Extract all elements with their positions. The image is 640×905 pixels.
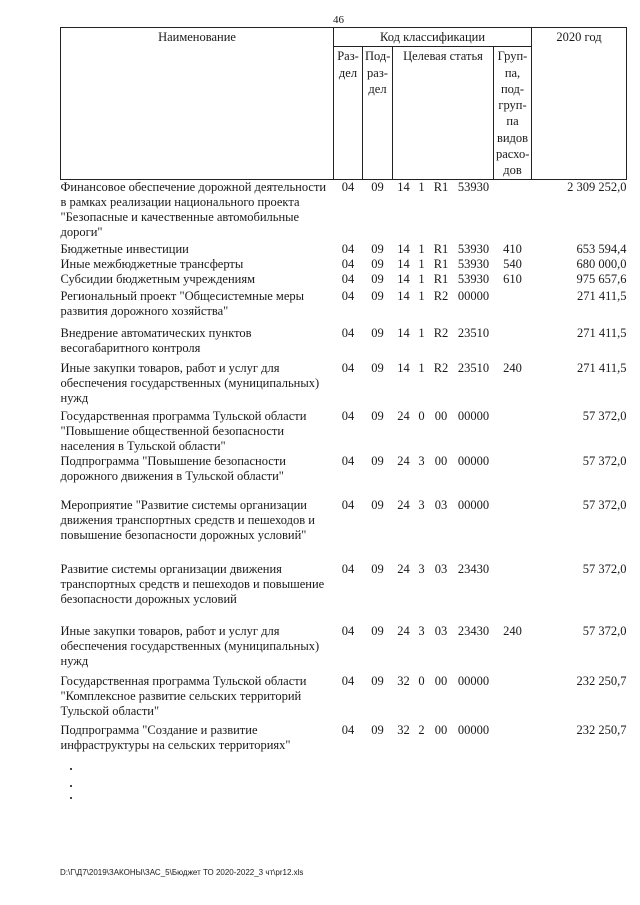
- code-vr: [494, 454, 532, 498]
- header-target-article: Целевая статья: [393, 47, 494, 180]
- code-razdel: 04: [341, 722, 355, 737]
- table-row: [61, 624, 627, 674]
- code-vr: [494, 674, 532, 723]
- code-cs3: 03: [434, 561, 448, 576]
- code-vr: [494, 409, 532, 454]
- row-name: Подпрограмма "Повышение безопасности дорожного движения в Тульской области": [60, 453, 286, 483]
- table-body: [61, 180, 627, 768]
- row-name: Подпрограмма "Создание и развитие инфраструктуры на сельских территориях": [60, 722, 291, 752]
- code-razdel: 04: [341, 288, 355, 303]
- row-name: Государственная программа Тульской области "Комплексное развитие сельских территорий Тульской области": [60, 673, 307, 718]
- code-cs4: 53930: [457, 271, 490, 286]
- code-cs4: 53930: [457, 241, 490, 256]
- code-cs2: 1: [418, 256, 425, 271]
- code-cs3: R2: [433, 360, 449, 375]
- row-name: Финансовое обеспечение дорожной деятельности в рамках реализации национального проекта "Безопасные и качественные автомобильные дороги": [60, 180, 327, 240]
- code-cs2: 1: [418, 360, 425, 375]
- code-cs2: 3: [418, 561, 425, 576]
- code-vr: [494, 326, 532, 361]
- code-cs4: 53930: [457, 180, 490, 195]
- row-name: Иные межбюджетные трансферты: [60, 256, 244, 271]
- code-vr: [494, 723, 532, 768]
- table-row: [61, 723, 627, 768]
- code-podrazdel: 09: [371, 561, 384, 576]
- row-name: Иные закупки товаров, работ и услуг для обеспечения государственных (муниципальных) нужд: [60, 360, 320, 405]
- code-cs4: 00000: [457, 673, 490, 688]
- code-podrazdel: 09: [371, 722, 384, 737]
- code-cs4: 00000: [457, 722, 490, 737]
- margin-mark: [70, 768, 72, 770]
- code-cs3: R2: [433, 288, 449, 303]
- row-name: Мероприятие "Развитие системы организации движения транспортных средств и пешеходов и повышение безопасности дорожных условий": [60, 497, 315, 542]
- header-subsection: Под- раз- дел: [363, 47, 393, 180]
- code-podrazdel: 09: [371, 497, 384, 512]
- code-vr: 240: [503, 623, 522, 638]
- code-cs1: 24: [397, 497, 410, 512]
- code-cs2: 3: [418, 623, 425, 638]
- code-cs4: 00000: [457, 453, 490, 468]
- code-cs1: 32: [397, 722, 410, 737]
- code-cs3: R1: [433, 271, 449, 286]
- code-cs2: 3: [418, 453, 425, 468]
- code-cs4: 00000: [457, 408, 490, 423]
- budget-table: [60, 27, 627, 768]
- row-name: Государственная программа Тульской области "Повышение общественной безопасности населения в Тульской области": [60, 408, 307, 453]
- code-cs3: R1: [433, 256, 449, 271]
- table-row: [61, 326, 627, 361]
- page-number: 46: [333, 14, 344, 26]
- code-vr: 540: [503, 256, 522, 271]
- code-cs1: 14: [397, 180, 410, 195]
- code-razdel: 04: [341, 241, 355, 256]
- code-podrazdel: 09: [371, 325, 384, 340]
- code-cs3: 00: [434, 453, 448, 468]
- code-cs1: 24: [397, 453, 410, 468]
- row-amount: 57 372,0: [582, 623, 627, 638]
- row-amount: 653 594,4: [576, 241, 627, 256]
- code-razdel: 04: [341, 271, 355, 286]
- header-group: Груп- па, под- груп- па видов расхо- дов: [494, 47, 532, 180]
- table-row: [61, 257, 627, 272]
- code-razdel: 04: [341, 623, 355, 638]
- header-name: Наименование: [61, 28, 334, 180]
- code-vr: 610: [503, 271, 522, 286]
- code-cs1: 14: [397, 325, 410, 340]
- code-podrazdel: 09: [371, 256, 384, 271]
- code-cs2: 1: [418, 288, 425, 303]
- code-cs3: 00: [434, 673, 448, 688]
- code-vr: [494, 562, 532, 624]
- code-cs1: 14: [397, 256, 410, 271]
- table-row: [61, 454, 627, 498]
- code-cs1: 24: [397, 408, 410, 423]
- code-cs4: 23430: [457, 561, 490, 576]
- row-amount: 680 000,0: [576, 256, 627, 271]
- code-cs1: 24: [397, 561, 410, 576]
- code-cs4: 00000: [457, 497, 490, 512]
- code-cs4: 23510: [457, 360, 490, 375]
- code-vr: [494, 498, 532, 562]
- table-row: [61, 562, 627, 624]
- margin-mark: [70, 785, 72, 787]
- code-vr: [494, 180, 532, 242]
- row-amount: 57 372,0: [582, 453, 627, 468]
- row-name: Внедрение автоматических пунктов весогабаритного контроля: [60, 325, 252, 355]
- code-vr: [494, 289, 532, 326]
- code-cs1: 14: [397, 271, 410, 286]
- row-name: Иные закупки товаров, работ и услуг для обеспечения государственных (муниципальных) нужд: [60, 623, 320, 668]
- code-razdel: 04: [341, 561, 355, 576]
- code-podrazdel: 09: [371, 673, 384, 688]
- code-cs2: 3: [418, 497, 425, 512]
- code-vr: 240: [503, 360, 522, 375]
- table-row: [61, 674, 627, 723]
- code-cs1: 14: [397, 288, 410, 303]
- table-header: [61, 28, 627, 180]
- row-name: Региональный проект "Общесистемные меры развития дорожного хозяйства": [60, 288, 305, 318]
- code-cs4: 53930: [457, 256, 490, 271]
- table-row: [61, 409, 627, 454]
- code-cs1: 14: [397, 241, 410, 256]
- code-cs2: 0: [418, 673, 425, 688]
- row-name: Субсидии бюджетным учреждениям: [60, 271, 256, 286]
- code-cs2: 1: [418, 325, 425, 340]
- code-razdel: 04: [341, 673, 355, 688]
- code-cs3: 03: [434, 497, 448, 512]
- row-amount: 57 372,0: [582, 497, 627, 512]
- code-razdel: 04: [341, 408, 355, 423]
- code-cs4: 23510: [457, 325, 490, 340]
- code-podrazdel: 09: [371, 271, 384, 286]
- code-cs3: 03: [434, 623, 448, 638]
- code-cs2: 0: [418, 408, 425, 423]
- code-razdel: 04: [341, 256, 355, 271]
- code-cs1: 32: [397, 673, 410, 688]
- code-razdel: 04: [341, 180, 355, 195]
- table-row: [61, 272, 627, 289]
- header-classification: Код классификации: [334, 28, 532, 47]
- code-cs3: 00: [434, 722, 448, 737]
- code-cs2: 2: [418, 722, 425, 737]
- code-podrazdel: 09: [371, 180, 384, 195]
- row-amount: 271 411,5: [576, 325, 627, 340]
- code-cs2: 1: [418, 271, 425, 286]
- code-razdel: 04: [341, 325, 355, 340]
- row-amount: 975 657,6: [576, 271, 627, 286]
- code-cs4: 00000: [457, 288, 490, 303]
- code-podrazdel: 09: [371, 288, 384, 303]
- code-podrazdel: 09: [371, 453, 384, 468]
- code-razdel: 04: [341, 453, 355, 468]
- row-amount: 232 250,7: [576, 722, 627, 737]
- code-cs1: 24: [397, 623, 410, 638]
- file-path-footer: D:\Г\Д7\2019\ЗАКОНЫ\ЗАС_5\Бюджет ТО 2020-2022_3 чт\pr12.xls: [60, 868, 304, 877]
- code-cs3: R1: [433, 241, 449, 256]
- table-row: [61, 242, 627, 257]
- code-vr: 410: [503, 241, 522, 256]
- row-amount: 57 372,0: [582, 408, 627, 423]
- row-amount: 57 372,0: [582, 561, 627, 576]
- table-row: [61, 361, 627, 409]
- code-razdel: 04: [341, 360, 355, 375]
- code-podrazdel: 09: [371, 241, 384, 256]
- code-cs3: R1: [433, 180, 449, 195]
- code-razdel: 04: [341, 497, 355, 512]
- table-row: [61, 289, 627, 326]
- code-podrazdel: 09: [371, 360, 384, 375]
- table-row: [61, 180, 627, 242]
- row-name: Бюджетные инвестиции: [60, 241, 189, 256]
- code-cs4: 23430: [457, 623, 490, 638]
- code-cs1: 14: [397, 360, 410, 375]
- row-amount: 232 250,7: [576, 673, 627, 688]
- code-podrazdel: 09: [371, 408, 384, 423]
- row-amount: 271 411,5: [576, 288, 627, 303]
- margin-mark: [70, 797, 72, 799]
- header-section: Раз- дел: [334, 47, 363, 180]
- row-name: Развитие системы организации движения транспортных средств и пешеходов и повышение безопасности дорожных условий: [60, 561, 325, 606]
- code-podrazdel: 09: [371, 623, 384, 638]
- header-year: 2020 год: [532, 28, 627, 180]
- code-cs3: R2: [433, 325, 449, 340]
- row-amount: 2 309 252,0: [567, 180, 627, 195]
- code-cs2: 1: [418, 241, 425, 256]
- code-cs2: 1: [418, 180, 425, 195]
- row-amount: 271 411,5: [576, 360, 627, 375]
- table-row: [61, 498, 627, 562]
- code-cs3: 00: [434, 408, 448, 423]
